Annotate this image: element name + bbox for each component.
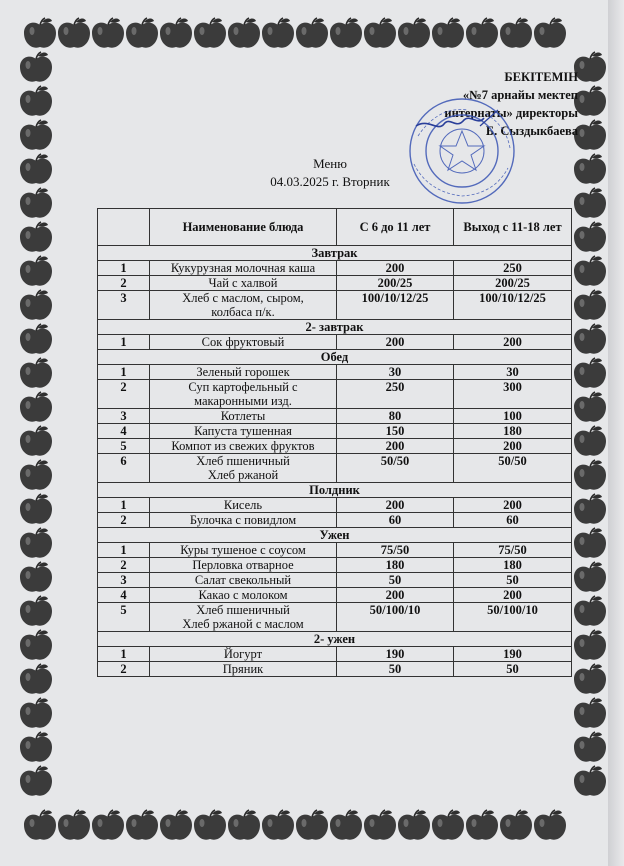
dish-name [150, 558, 337, 573]
apple-icon [20, 528, 52, 558]
apple-icon [330, 810, 362, 840]
portion-6-11: 200 [337, 588, 454, 603]
apple-icon [574, 86, 606, 116]
row-number: 4 [98, 588, 150, 603]
apple-icon [20, 698, 52, 728]
apple-icon [398, 810, 430, 840]
dish-name [150, 409, 337, 424]
portion-6-11: 50 [337, 662, 454, 677]
portion-11-18: 75/50 [454, 543, 572, 558]
dish-name-line: Салат свекольный [194, 573, 292, 587]
table-row [98, 647, 572, 662]
row-number: 2 [98, 662, 150, 677]
portion-11-18: 60 [454, 513, 572, 528]
apple-icon [20, 664, 52, 694]
apple-icon [194, 18, 226, 48]
row-number: 5 [98, 439, 150, 454]
row-number: 3 [98, 573, 150, 588]
row-number: 1 [98, 543, 150, 558]
table-row [98, 662, 572, 677]
dish-name-line: Перловка отварное [192, 558, 294, 572]
apple-icon [20, 494, 52, 524]
apple-icon [574, 494, 606, 524]
dish-name-line: Хлеб пшеничный [196, 454, 290, 468]
table-row [98, 261, 572, 276]
section-row [98, 528, 572, 543]
apple-icon [574, 324, 606, 354]
table-row [98, 291, 572, 320]
table-row [98, 454, 572, 483]
portion-11-18: 100/10/12/25 [454, 291, 572, 320]
approval-title: БЕКІТЕМІН [504, 70, 578, 84]
section-row [98, 320, 572, 335]
portion-6-11: 200/25 [337, 276, 454, 291]
apple-icon [194, 810, 226, 840]
apple-icon [574, 562, 606, 592]
portion-11-18: 180 [454, 558, 572, 573]
apple-icon [262, 810, 294, 840]
portion-11-18: 200 [454, 588, 572, 603]
apple-icon [574, 290, 606, 320]
paper-edge [608, 0, 624, 866]
apple-icon [20, 324, 52, 354]
header-age-6-11: С 6 до 11 лет [337, 209, 454, 246]
apple-icon [574, 664, 606, 694]
apple-icon [296, 810, 328, 840]
apple-icon [20, 392, 52, 422]
row-number: 1 [98, 647, 150, 662]
apple-icon [574, 732, 606, 762]
apple-icon [20, 290, 52, 320]
table-row [98, 513, 572, 528]
dish-name-line: макаронными изд. [194, 394, 292, 408]
apple-icon [20, 52, 52, 82]
apple-icon [126, 18, 158, 48]
row-number: 1 [98, 365, 150, 380]
dish-name-line: Куры тушеное с соусом [180, 543, 306, 557]
dish-name [150, 291, 337, 320]
dish-name [150, 543, 337, 558]
dish-name-line: Хлеб ржаной с маслом [182, 617, 304, 631]
portion-6-11: 75/50 [337, 543, 454, 558]
row-number: 2 [98, 380, 150, 409]
apple-icon [534, 810, 566, 840]
apple-icon [58, 18, 90, 48]
apple-icon [432, 810, 464, 840]
portion-11-18: 180 [454, 424, 572, 439]
dish-name-line: Компот из свежих фруктов [171, 439, 315, 453]
section-title: 2- ужен [98, 632, 572, 647]
portion-6-11: 250 [337, 380, 454, 409]
portion-6-11: 60 [337, 513, 454, 528]
table-row [98, 424, 572, 439]
apple-icon [574, 426, 606, 456]
portion-11-18: 50/100/10 [454, 603, 572, 632]
row-number: 2 [98, 276, 150, 291]
apple-icon [574, 256, 606, 286]
apple-icon [432, 18, 464, 48]
apple-icon [398, 18, 430, 48]
menu-title-block [0, 155, 624, 191]
dish-name [150, 439, 337, 454]
dish-name-line: Какао с молоком [198, 588, 288, 602]
dish-name [150, 454, 337, 483]
section-title: Ужен [98, 528, 572, 543]
table-row [98, 409, 572, 424]
apple-icon [58, 810, 90, 840]
dish-name [150, 335, 337, 350]
portion-6-11: 50/100/10 [337, 603, 454, 632]
section-title: 2- завтрак [98, 320, 572, 335]
dish-name-line: Капуста тушенная [194, 424, 292, 438]
section-title: Обед [98, 350, 572, 365]
section-row [98, 350, 572, 365]
apple-icon [126, 810, 158, 840]
apple-icon [20, 630, 52, 660]
dish-name-line: Зеленый горошек [196, 365, 290, 379]
portion-11-18: 300 [454, 380, 572, 409]
portion-6-11: 50 [337, 573, 454, 588]
apple-icon [574, 52, 606, 82]
apple-icon [24, 810, 56, 840]
portion-6-11: 200 [337, 335, 454, 350]
dish-name [150, 573, 337, 588]
row-number: 2 [98, 558, 150, 573]
portion-11-18: 190 [454, 647, 572, 662]
apple-icon [574, 392, 606, 422]
table-row [98, 498, 572, 513]
table-row [98, 543, 572, 558]
portion-11-18: 50/50 [454, 454, 572, 483]
apple-icon [20, 358, 52, 388]
apple-icon [92, 810, 124, 840]
apple-icon [500, 18, 532, 48]
row-number: 6 [98, 454, 150, 483]
portion-6-11: 30 [337, 365, 454, 380]
menu-date: 04.03.2025 г. Вторник [270, 174, 390, 189]
apple-icon [20, 188, 52, 218]
dish-name [150, 276, 337, 291]
dish-name-line: Пряник [222, 662, 264, 676]
table-row [98, 380, 572, 409]
row-number: 3 [98, 291, 150, 320]
portion-11-18: 30 [454, 365, 572, 380]
apple-icon [574, 120, 606, 150]
portion-6-11: 100/10/12/25 [337, 291, 454, 320]
apple-icon [364, 810, 396, 840]
table-row [98, 603, 572, 632]
dish-name-line: Кисель [223, 498, 263, 512]
menu-table [97, 208, 572, 677]
portion-6-11: 180 [337, 558, 454, 573]
dish-name-line: Котлеты [220, 409, 266, 423]
menu-title: Меню [313, 156, 347, 171]
section-row [98, 483, 572, 498]
row-number: 2 [98, 513, 150, 528]
apple-icon [364, 18, 396, 48]
row-number: 4 [98, 424, 150, 439]
dish-name [150, 662, 337, 677]
apple-icon [574, 630, 606, 660]
apple-icon [574, 460, 606, 490]
section-title: Завтрак [98, 246, 572, 261]
apple-icon [20, 596, 52, 626]
apple-icon [296, 18, 328, 48]
apple-icon [466, 18, 498, 48]
table-header-row [98, 209, 572, 246]
dish-name [150, 588, 337, 603]
row-number: 1 [98, 335, 150, 350]
menu-table-body [98, 246, 572, 677]
apple-icon [20, 460, 52, 490]
portion-6-11: 150 [337, 424, 454, 439]
dish-name-line: Хлеб ржаной [207, 468, 279, 482]
apple-icon [20, 562, 52, 592]
apple-icon [574, 222, 606, 252]
portion-11-18: 200 [454, 335, 572, 350]
dish-name-line: Чай с халвой [208, 276, 278, 290]
apple-icon [228, 18, 260, 48]
header-number [98, 209, 150, 246]
apple-icon [92, 18, 124, 48]
table-row [98, 439, 572, 454]
dish-name [150, 603, 337, 632]
dish-name-line: Йогурт [223, 647, 263, 661]
dish-name-line: Хлеб пшеничный [196, 603, 290, 617]
portion-6-11: 200 [337, 498, 454, 513]
header-dish: Наименование блюда [150, 209, 337, 246]
apple-icon [262, 18, 294, 48]
apple-icon [20, 222, 52, 252]
apple-icon [228, 810, 260, 840]
portion-6-11: 200 [337, 261, 454, 276]
dish-name-line: Суп картофельный с [188, 380, 298, 394]
apple-icon [160, 810, 192, 840]
apple-icon [20, 766, 52, 796]
portion-6-11: 50/50 [337, 454, 454, 483]
row-number: 3 [98, 409, 150, 424]
table-row [98, 573, 572, 588]
apple-icon [574, 528, 606, 558]
approval-line-director: интернаты» директоры [444, 106, 578, 120]
row-number: 1 [98, 498, 150, 513]
dish-name [150, 498, 337, 513]
table-row [98, 365, 572, 380]
apple-icon [574, 766, 606, 796]
portion-6-11: 190 [337, 647, 454, 662]
apple-icon [20, 120, 52, 150]
apple-icon [20, 256, 52, 286]
apple-icon [574, 358, 606, 388]
dish-name [150, 365, 337, 380]
portion-11-18: 100 [454, 409, 572, 424]
section-title: Полдник [98, 483, 572, 498]
apple-icon [534, 18, 566, 48]
portion-11-18: 50 [454, 573, 572, 588]
apple-icon [574, 698, 606, 728]
table-row [98, 588, 572, 603]
portion-11-18: 50 [454, 662, 572, 677]
dish-name-line: Хлеб с маслом, сыром, [182, 291, 304, 305]
dish-name [150, 380, 337, 409]
approval-line-name: Б. Сыздыкбаева [485, 124, 578, 138]
row-number: 5 [98, 603, 150, 632]
apple-icon [500, 810, 532, 840]
apple-icon [20, 732, 52, 762]
section-row [98, 246, 572, 261]
portion-11-18: 250 [454, 261, 572, 276]
dish-name-line: Булочка с повидлом [189, 513, 297, 527]
apple-icon [574, 188, 606, 218]
dish-name-line: Кукурузная молочная каша [170, 261, 316, 275]
apple-icon [160, 18, 192, 48]
portion-6-11: 80 [337, 409, 454, 424]
portion-11-18: 200 [454, 498, 572, 513]
dish-name [150, 513, 337, 528]
apple-icon [20, 86, 52, 116]
dish-name-line: колбаса п/к. [211, 305, 275, 319]
table-row [98, 335, 572, 350]
apple-icon [20, 426, 52, 456]
header-age-11-18: Выход с 11-18 лет [454, 209, 572, 246]
apple-icon [330, 18, 362, 48]
dish-name [150, 424, 337, 439]
dish-name-line: Сок фруктовый [201, 335, 285, 349]
apple-icon [24, 18, 56, 48]
approval-line-school: «№7 арнайы мектеп [462, 88, 578, 102]
table-row [98, 276, 572, 291]
dish-name [150, 647, 337, 662]
apple-icon [574, 596, 606, 626]
portion-11-18: 200 [454, 439, 572, 454]
apple-icon [466, 810, 498, 840]
table-row [98, 558, 572, 573]
portion-6-11: 200 [337, 439, 454, 454]
dish-name [150, 261, 337, 276]
section-row [98, 632, 572, 647]
portion-11-18: 200/25 [454, 276, 572, 291]
row-number: 1 [98, 261, 150, 276]
